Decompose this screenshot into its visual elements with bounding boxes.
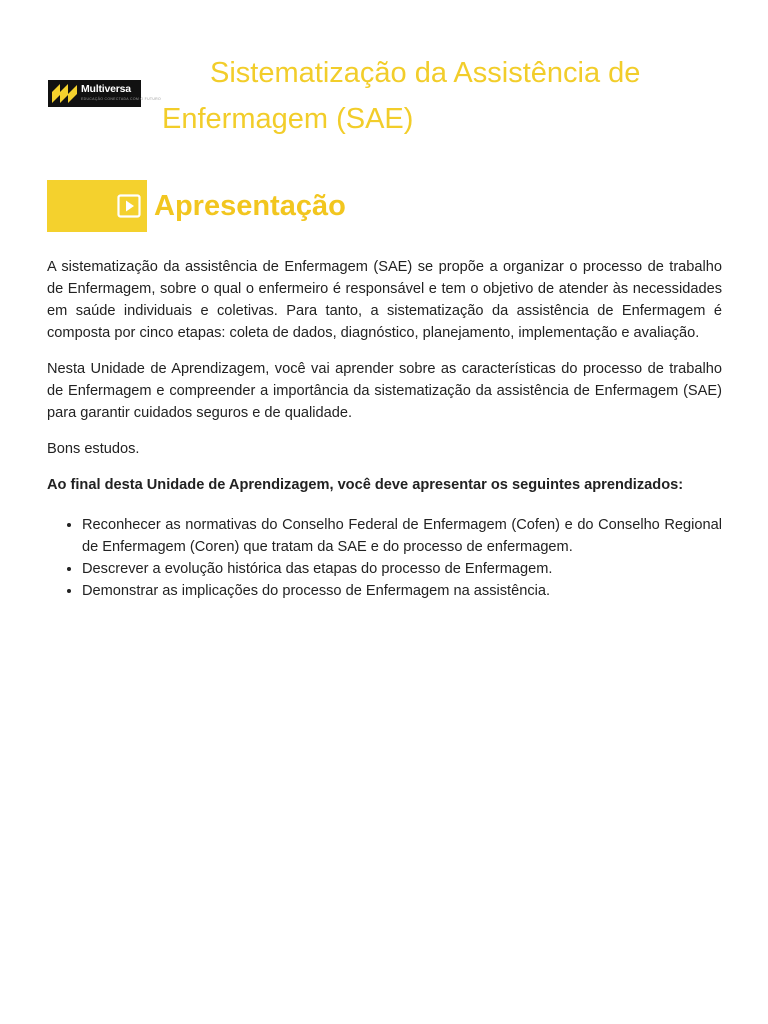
logo-name: Multiversa (81, 83, 131, 95)
list-item: • Reconhecer as normativas do Conselho Federal de Enfermagem (Cofen) e do Conselho Regional de Enfermagem (Coren) que tratam da SAE e do processo de enfermagem. (82, 514, 722, 558)
multiversa-logo (48, 80, 162, 107)
logo-tagline: EDUCAÇÃO CONECTADA COM O FUTURO (81, 97, 162, 101)
unit-paragraph: Nesta Unidade de Aprendizagem, você vai aprender sobre as características do processo de trabalho de Enfermagem e compreender a importância da sistematização da assistência de Enfermagem (SAE) para garantir cuidados seguros e de qualidade. (47, 361, 722, 421)
objectives-lead: Ao final desta Unidade de Aprendizagem, você deve apresentar os seguintes aprendizados: (47, 477, 684, 493)
content-body (47, 256, 722, 602)
document-title: Sistematização da Assistência de Enfermagem (SAE) (162, 57, 641, 135)
intro-paragraph: A sistematização da assistência de Enfermagem (SAE) se propõe a organizar o processo de trabalho de Enfermagem, sobre o qual o enfermeiro é responsável e tem o objetivo de atender às necessidades em saúde individuais e coletivas. Para tanto, a sistematização da assistência de Enfermagem é composta por cinco etapas: coleta de dados, diagnóstico, planejamento, implementação e avaliação. (47, 259, 722, 341)
play-icon (117, 194, 141, 218)
section-title: Apresentação (154, 190, 346, 222)
list-item: • Descrever a evolução histórica das etapas do processo de Enfermagem. (82, 558, 722, 580)
multiversa-mark-icon (52, 84, 78, 103)
greeting-paragraph: Bons estudos. (47, 441, 140, 457)
list-item: • Demonstrar as implicações do processo de Enfermagem na assistência. (82, 580, 722, 602)
objectives-list (47, 514, 722, 602)
